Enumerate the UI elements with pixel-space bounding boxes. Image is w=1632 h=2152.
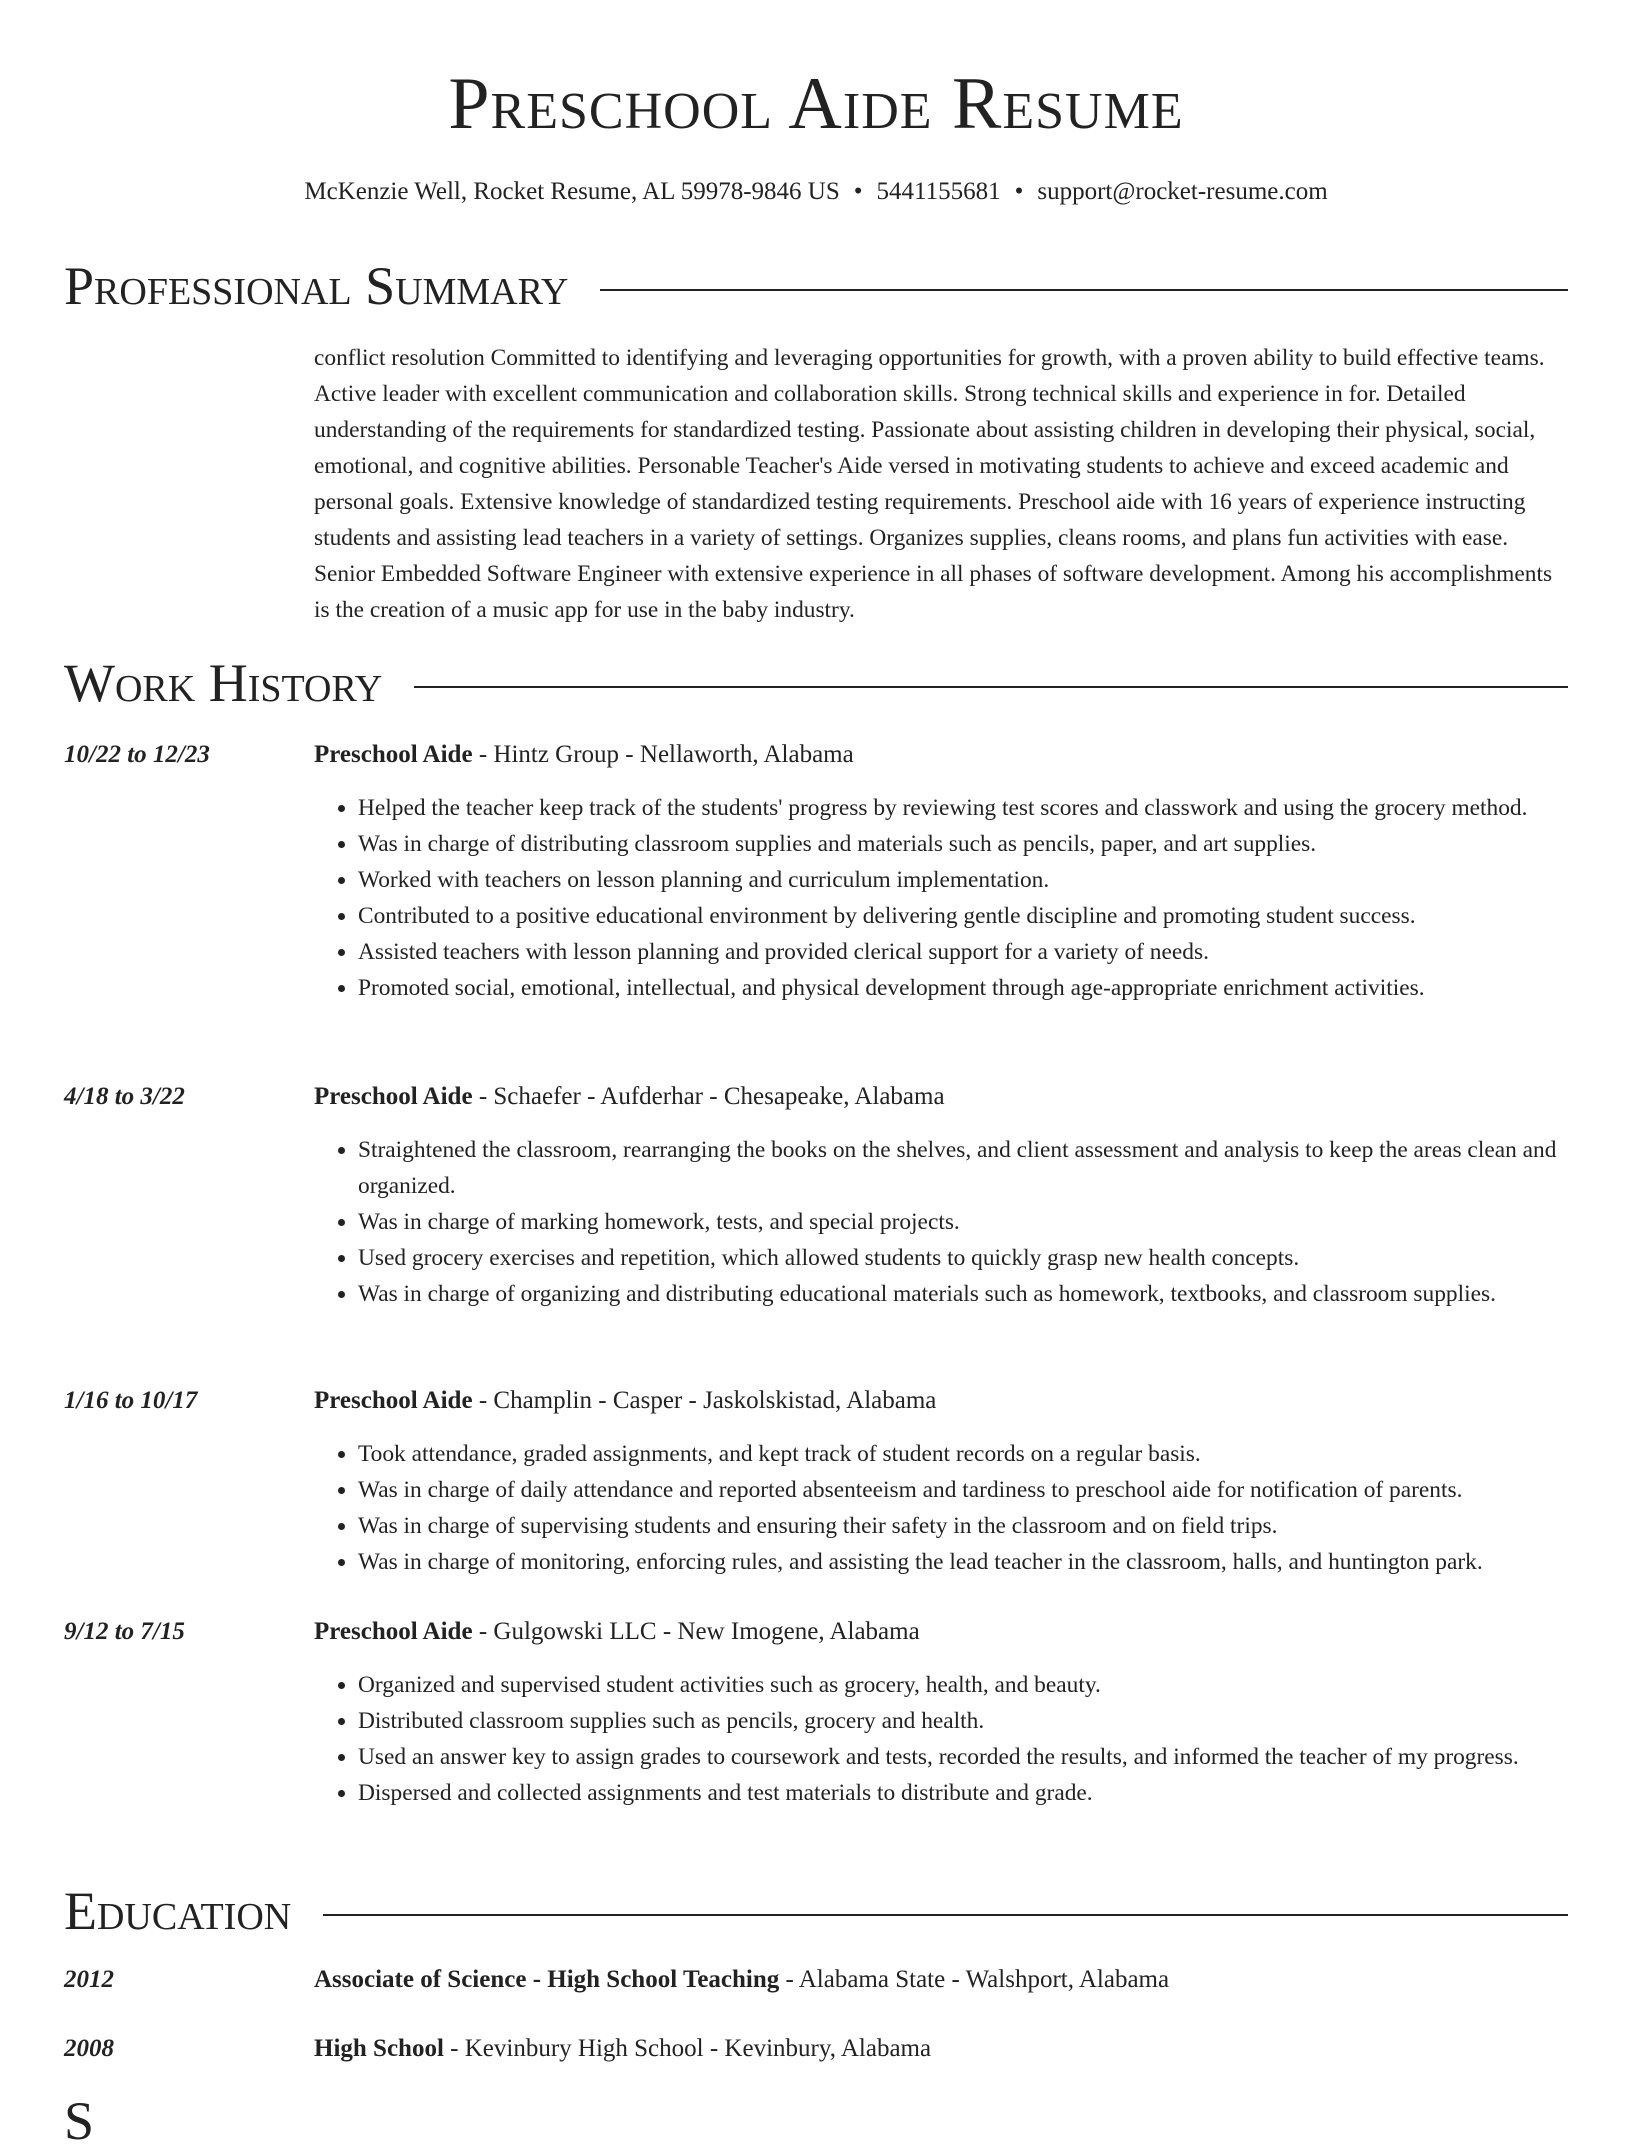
job-details: - Hintz Group - Nellaworth, Alabama (472, 741, 854, 768)
work-bullets (314, 790, 1568, 1006)
work-date: 1/16 to 10/17 (64, 1387, 198, 1414)
education-section-heading (64, 1880, 1568, 1942)
list-item: • Used grocery exercises and repetition, which allowed students to quickly grasp new health concepts. (358, 1240, 1568, 1276)
resume-title: Preschool Aide Resume (448, 63, 1184, 145)
education-details: - Alabama State - Walshport, Alabama (779, 1966, 1170, 1993)
job-details: - Schaefer - Aufderhar - Chesapeake, Alabama (472, 1083, 945, 1110)
work-headline (314, 1080, 1568, 1114)
contact-phone: 5441155681 (876, 178, 1001, 205)
work-headline (314, 1384, 1568, 1418)
job-details: - Gulgowski LLC - New Imogene, Alabama (472, 1618, 920, 1645)
work-bullets (314, 1436, 1568, 1580)
work-date: 9/12 to 7/15 (64, 1618, 185, 1645)
job-title: Preschool Aide (314, 1387, 473, 1414)
section-divider (414, 686, 1568, 688)
list-item: • Was in charge of monitoring, enforcing rules, and assisting the lead teacher in the classroom, halls, and huntington park. (358, 1544, 1568, 1580)
contact-separator: • (1014, 178, 1024, 205)
list-item: • Took attendance, graded assignments, and kept track of student records on a regular basis. (358, 1436, 1568, 1472)
section-title: Work History (64, 653, 383, 713)
list-item: • Was in charge of distributing classroom supplies and materials such as pencils, paper, and art supplies. (358, 826, 1568, 862)
list-item: • Distributed classroom supplies such as pencils, grocery and health. (358, 1703, 1568, 1739)
section-divider (323, 1914, 1568, 1916)
summary-text: conflict resolution Committed to identifying and leveraging opportunities for growth, with a proven ability to build effective teams. Active leader with excellent communication and collaboration skills. Strong technical skills and experience in for. Detailed understanding of the requirements for standardized testing. Passionate about assisting children in developing their physical, social, emotional, and cognitive abilities. Personable Teacher's Aide versed in motivating students to achieve and exceed academic and personal goals. Extensive knowledge of standardized testing requirements. Preschool aide with 16 years of experience instructing students and assisting lead teachers in a variety of settings. Organizes supplies, cleans rooms, and plans fun activities with ease. Senior Embedded Software Engineer with extensive experience in all phases of software development. Among his accomplishments is the creation of a music app for use in the baby industry. (314, 345, 1553, 623)
section-title: Education (64, 1881, 292, 1941)
section-divider (600, 289, 1568, 291)
list-item: • Was in charge of daily attendance and reported absenteeism and tardiness to preschool aide for notification of parents. (358, 1472, 1568, 1508)
work-date: 10/22 to 12/23 (64, 741, 210, 768)
work-date: 4/18 to 3/22 (64, 1083, 185, 1110)
degree-name: High School (314, 2035, 444, 2062)
education-date: 2012 (64, 1966, 114, 1993)
list-item: • Straightened the classroom, rearranging the books on the shelves, and client assessment and analysis to keep the areas clean and organized. (358, 1132, 1568, 1204)
contact-separator: • (853, 178, 863, 205)
work-section-heading (64, 652, 1568, 714)
work-headline (314, 1615, 1568, 1649)
summary-section-heading (64, 255, 1568, 317)
list-item: • Assisted teachers with lesson planning and provided clerical support for a variety of needs. (358, 934, 1568, 970)
education-headline (314, 2032, 1568, 2066)
job-title: Preschool Aide (314, 1618, 473, 1645)
list-item: • Was in charge of supervising students and ensuring their safety in the classroom and on field trips. (358, 1508, 1568, 1544)
section-title: Professional Summary (64, 256, 569, 316)
list-item: • Helped the teacher keep track of the students' progress by reviewing test scores and classwork and using the grocery method. (358, 790, 1568, 826)
education-details: - Kevinbury High School - Kevinbury, Alabama (443, 2035, 932, 2062)
list-item: • Used an answer key to assign grades to coursework and tests, recorded the results, and informed the teacher of my progress. (358, 1739, 1568, 1775)
job-details: - Champlin - Casper - Jaskolskistad, Alabama (472, 1387, 937, 1414)
contact-address: McKenzie Well, Rocket Resume, AL 59978-9846 US (304, 178, 840, 205)
list-item: • Was in charge of marking homework, tests, and special projects. (358, 1204, 1568, 1240)
list-item: • Dispersed and collected assignments and test materials to distribute and grade. (358, 1775, 1568, 1811)
work-bullets (314, 1667, 1568, 1811)
job-title: Preschool Aide (314, 1083, 473, 1110)
degree-name: Associate of Science - High School Teaching (314, 1966, 780, 1993)
work-headline (314, 738, 1568, 772)
list-item: • Promoted social, emotional, intellectual, and physical development through age-appropriate enrichment activities. (358, 970, 1568, 1006)
contact-email: support@rocket-resume.com (1037, 178, 1328, 205)
list-item: • Organized and supervised student activities such as grocery, health, and beauty. (358, 1667, 1568, 1703)
work-bullets (314, 1132, 1568, 1312)
list-item: • Worked with teachers on lesson planning and curriculum implementation. (358, 862, 1568, 898)
job-title: Preschool Aide (314, 741, 473, 768)
list-item: • Contributed to a positive educational environment by delivering gentle discipline and promoting student success. (358, 898, 1568, 934)
education-date: 2008 (64, 2035, 114, 2062)
next-section-heading-cut: S (64, 2091, 95, 2151)
list-item: • Was in charge of organizing and distributing educational materials such as homework, textbooks, and classroom supplies. (358, 1276, 1568, 1312)
contact-line (0, 176, 1632, 208)
education-headline (314, 1963, 1568, 1997)
